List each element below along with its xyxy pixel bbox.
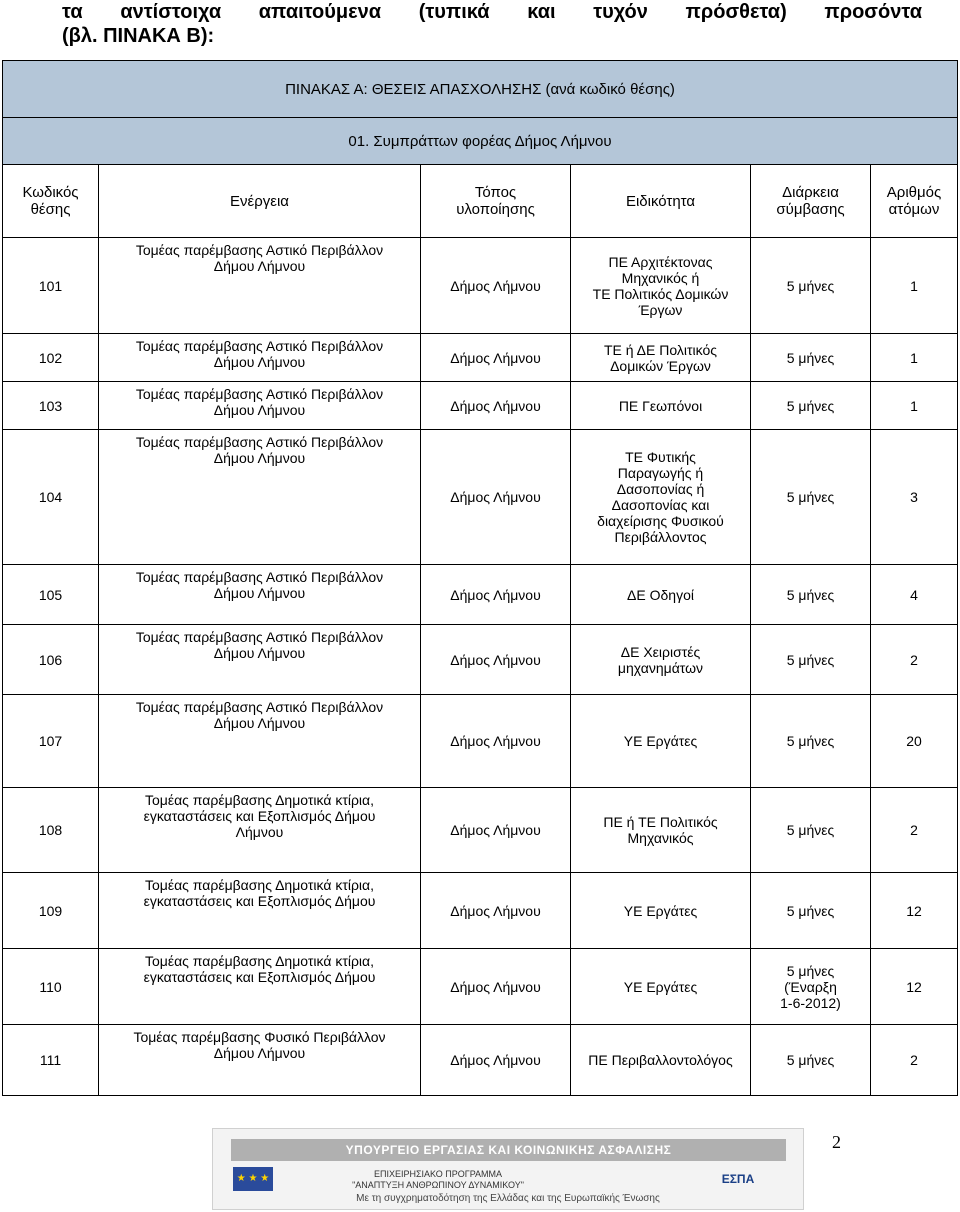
header-duration: Διάρκεια σύμβασης [751, 165, 871, 238]
cell-place: Δήμος Λήμνου [421, 565, 571, 625]
espa-logo: ΕΣΠΑ [721, 1172, 755, 1186]
cell-specialty: ΠΕ ή ΤΕ Πολιτικός Μηχανικός [571, 788, 751, 873]
cell-duration: 5 μήνες [751, 430, 871, 565]
cell-code: 108 [3, 788, 99, 873]
cell-count: 12 [871, 873, 958, 949]
intro-word: αντίστοιχα [120, 1, 222, 23]
footer-logo-banner [212, 1128, 804, 1210]
cell-count: 3 [871, 430, 958, 565]
cell-specialty: ΥΕ Εργάτες [571, 949, 751, 1025]
table-row [3, 873, 958, 949]
cell-count: 2 [871, 788, 958, 873]
header-count: Αριθμός ατόμων [871, 165, 958, 238]
cell-place: Δήμος Λήμνου [421, 625, 571, 695]
cell-count: 1 [871, 238, 958, 334]
cell-specialty: ΔΕ Οδηγοί [571, 565, 751, 625]
cell-place: Δήμος Λήμνου [421, 1025, 571, 1096]
cell-place: Δήμος Λήμνου [421, 382, 571, 430]
table-row [3, 382, 958, 430]
cell-place: Δήμος Λήμνου [421, 238, 571, 334]
positions-table [2, 60, 958, 1096]
table-row [3, 949, 958, 1025]
cell-specialty: ΥΕ Εργάτες [571, 695, 751, 788]
cell-count: 1 [871, 382, 958, 430]
intro-word: τυχόν [593, 1, 648, 23]
cell-code: 102 [3, 334, 99, 382]
cell-duration: 5 μήνες [751, 238, 871, 334]
cell-action: Τομέας παρέμβασης Φυσικό Περιβάλλον Δήμου Λήμνου [99, 1025, 421, 1096]
cell-place: Δήμος Λήμνου [421, 695, 571, 788]
intro-word: (τυπικά [418, 1, 490, 23]
cell-count: 4 [871, 565, 958, 625]
cell-specialty: ΤΕ Φυτικής Παραγωγής ή Δασοπονίας ή Δασοπονίας και διαχείρισης Φυσικού Περιβάλλοντος [571, 430, 751, 565]
table-subtitle: 01. Συμπράττων φορέας Δήμος Λήμνου [3, 118, 958, 165]
program-logo: ΕΠΙΧΕΙΡΗΣΙΑΚΟ ΠΡΟΓΡΑΜΜΑ "ΑΝΑΠΤΥΞΗ ΑΝΘΡΩΠΙΝΟΥ ΔΥΝΑΜΙΚΟΥ" [352, 1169, 524, 1190]
intro-word: πρόσθετα) [685, 1, 787, 23]
table-row [3, 625, 958, 695]
cell-specialty: ΠΕ Αρχιτέκτονας Μηχανικός ή ΤΕ Πολιτικός Δομικών Έργων [571, 238, 751, 334]
cell-code: 106 [3, 625, 99, 695]
table-row [3, 695, 958, 788]
cell-duration: 5 μήνες [751, 873, 871, 949]
cell-place: Δήμος Λήμνου [421, 949, 571, 1025]
header-action: Ενέργεια [99, 165, 421, 238]
eu-flag-icon: ★ ★ ★ [233, 1167, 273, 1191]
cell-place: Δήμος Λήμνου [421, 334, 571, 382]
ministry-banner: ΥΠΟΥΡΓΕΙΟ ΕΡΓΑΣΙΑΣ ΚΑΙ ΚΟΙΝΩΝΙΚΗΣ ΑΣΦΑΛΙΣΗΣ [231, 1139, 786, 1161]
cell-action: Τομέας παρέμβασης Αστικό Περιβάλλον Δήμου Λήμνου [99, 334, 421, 382]
cell-action: Τομέας παρέμβασης Αστικό Περιβάλλον Δήμου Λήμνου [99, 565, 421, 625]
cell-code: 103 [3, 382, 99, 430]
cell-specialty: ΥΕ Εργάτες [571, 873, 751, 949]
intro-line-2: (βλ. ΠΙΝΑΚΑ Β): [62, 25, 215, 47]
cell-code: 101 [3, 238, 99, 334]
cell-action: Τομέας παρέμβασης Αστικό Περιβάλλον Δήμου Λήμνου [99, 695, 421, 788]
table-title-row [3, 61, 958, 118]
cell-action: Τομέας παρέμβασης Δημοτικά κτίρια, εγκαταστάσεις και Εξοπλισμός Δήμου [99, 873, 421, 949]
table-row [3, 238, 958, 334]
intro-paragraph [62, 0, 922, 48]
page-number: 2 [832, 1132, 841, 1152]
cofunding-text: Με τη συγχρηματοδότηση της Ελλάδας και της Ευρωπαϊκής Ένωσης [356, 1193, 660, 1204]
cell-duration: 5 μήνες [751, 382, 871, 430]
cell-count: 20 [871, 695, 958, 788]
cell-action: Τομέας παρέμβασης Αστικό Περιβάλλον Δήμου Λήμνου [99, 625, 421, 695]
cell-code: 111 [3, 1025, 99, 1096]
cell-count: 2 [871, 1025, 958, 1096]
cell-duration: 5 μήνες [751, 334, 871, 382]
cell-code: 109 [3, 873, 99, 949]
cell-place: Δήμος Λήμνου [421, 430, 571, 565]
cell-code: 104 [3, 430, 99, 565]
intro-word: προσόντα [824, 1, 922, 23]
cell-count: 1 [871, 334, 958, 382]
cell-duration: 5 μήνες [751, 788, 871, 873]
cell-action: Τομέας παρέμβασης Αστικό Περιβάλλον Δήμου Λήμνου [99, 382, 421, 430]
cell-code: 107 [3, 695, 99, 788]
table-body [3, 238, 958, 1096]
header-code: Κωδικός θέσης [3, 165, 99, 238]
table-row [3, 334, 958, 382]
cell-specialty: ΠΕ Περιβαλλοντολόγος [571, 1025, 751, 1096]
intro-word: και [527, 1, 556, 23]
cell-action: Τομέας παρέμβασης Αστικό Περιβάλλον Δήμου Λήμνου [99, 238, 421, 334]
cell-code: 110 [3, 949, 99, 1025]
cell-duration: 5 μήνες [751, 565, 871, 625]
cell-action: Τομέας παρέμβασης Δημοτικά κτίρια, εγκαταστάσεις και Εξοπλισμός Δήμου Λήμνου [99, 788, 421, 873]
intro-line-1 [62, 0, 922, 24]
table-title: ΠΙΝΑΚΑΣ Α: ΘΕΣΕΙΣ ΑΠΑΣΧΟΛΗΣΗΣ (ανά κωδικό θέσης) [3, 61, 958, 118]
intro-word: απαιτούμενα [258, 1, 382, 23]
cell-duration: 5 μήνες [751, 695, 871, 788]
cell-action: Τομέας παρέμβασης Αστικό Περιβάλλον Δήμου Λήμνου [99, 430, 421, 565]
table-row [3, 430, 958, 565]
cell-specialty: ΠΕ Γεωπόνοι [571, 382, 751, 430]
cell-duration: 5 μήνες [751, 625, 871, 695]
cell-duration: 5 μήνες (Έναρξη 1-6-2012) [751, 949, 871, 1025]
cell-place: Δήμος Λήμνου [421, 873, 571, 949]
table-subtitle-row [3, 118, 958, 165]
cell-specialty: ΔΕ Χειριστές μηχανημάτων [571, 625, 751, 695]
cell-count: 12 [871, 949, 958, 1025]
cell-specialty: ΤΕ ή ΔΕ Πολιτικός Δομικών Έργων [571, 334, 751, 382]
table-row [3, 1025, 958, 1096]
column-header-row [3, 165, 958, 238]
cell-place: Δήμος Λήμνου [421, 788, 571, 873]
table-row [3, 565, 958, 625]
cell-duration: 5 μήνες [751, 1025, 871, 1096]
table-row [3, 788, 958, 873]
header-specialty: Ειδικότητα [571, 165, 751, 238]
cell-action: Τομέας παρέμβασης Δημοτικά κτίρια, εγκαταστάσεις και Εξοπλισμός Δήμου [99, 949, 421, 1025]
cell-count: 2 [871, 625, 958, 695]
header-place: Τόπος υλοποίησης [421, 165, 571, 238]
intro-word: τα [62, 1, 83, 23]
cell-code: 105 [3, 565, 99, 625]
